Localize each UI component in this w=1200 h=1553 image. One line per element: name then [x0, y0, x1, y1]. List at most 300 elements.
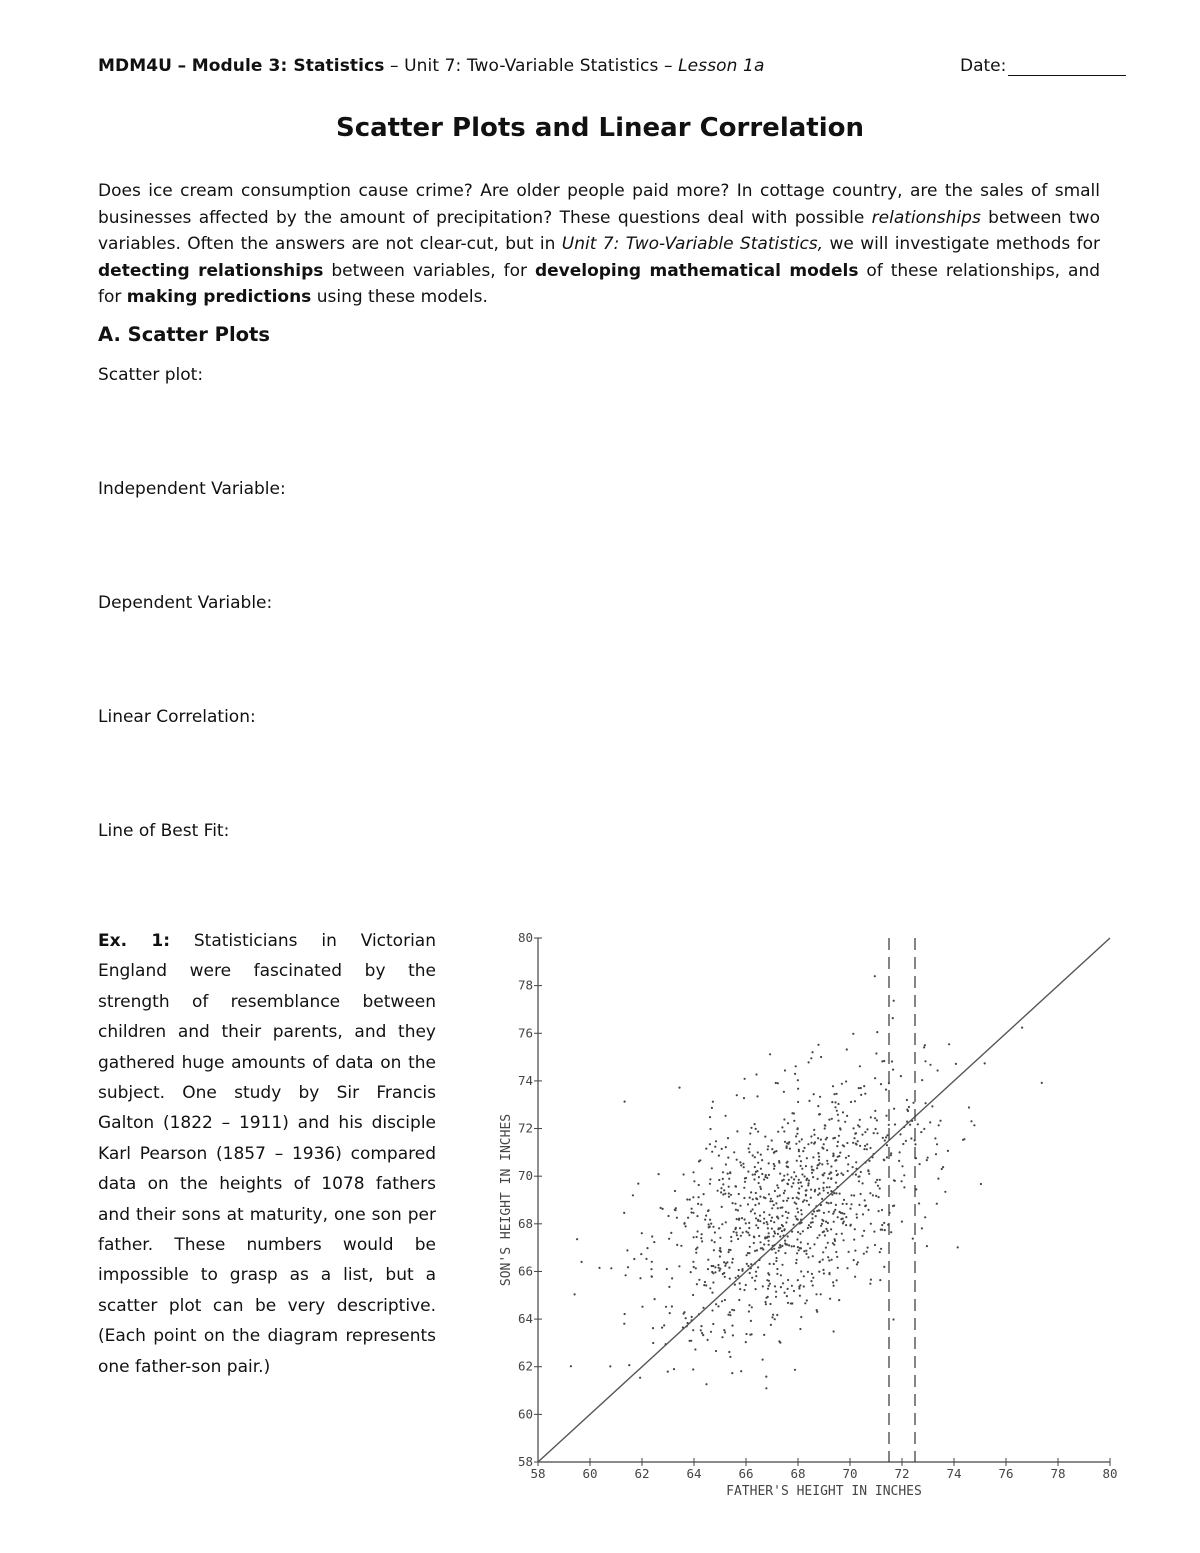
x-tick-label: 74 — [946, 1466, 962, 1481]
data-point — [714, 1271, 716, 1273]
data-point — [719, 1237, 721, 1239]
data-point — [773, 1221, 775, 1223]
data-point — [724, 1299, 726, 1301]
data-point — [744, 1078, 746, 1080]
data-point — [812, 1277, 814, 1279]
data-point — [864, 1205, 866, 1207]
data-point — [747, 1265, 749, 1267]
data-point — [868, 1160, 870, 1162]
data-point — [736, 1094, 738, 1096]
data-point — [733, 1231, 735, 1233]
data-point — [818, 1156, 820, 1158]
data-point — [805, 1179, 807, 1181]
data-point — [710, 1223, 712, 1225]
data-point — [808, 1224, 810, 1226]
data-point — [806, 1299, 808, 1301]
data-point — [828, 1173, 830, 1175]
data-point — [853, 1239, 855, 1241]
data-point — [799, 1328, 801, 1330]
data-point — [645, 1258, 647, 1260]
data-point — [826, 1160, 828, 1162]
data-point — [840, 1218, 842, 1220]
data-point — [824, 1127, 826, 1129]
data-point — [743, 1289, 745, 1291]
data-point — [719, 1247, 721, 1249]
data-point — [753, 1178, 755, 1180]
data-point — [824, 1124, 826, 1126]
data-point — [731, 1372, 733, 1374]
data-point — [819, 1113, 821, 1115]
data-point — [762, 1359, 764, 1361]
data-point — [755, 1128, 757, 1130]
data-point — [731, 1325, 733, 1327]
data-point — [743, 1187, 745, 1189]
data-point — [813, 1129, 815, 1131]
data-point — [764, 1237, 766, 1239]
data-point — [832, 1153, 834, 1155]
data-point — [786, 1295, 788, 1297]
data-point — [758, 1203, 760, 1205]
data-point — [784, 1242, 786, 1244]
data-point — [711, 1271, 713, 1273]
data-point — [754, 1173, 756, 1175]
data-point — [810, 1142, 812, 1144]
data-point — [935, 1153, 937, 1155]
data-point — [827, 1222, 829, 1224]
data-point — [709, 1219, 711, 1221]
data-point — [690, 1271, 692, 1273]
data-point — [704, 1281, 706, 1283]
data-point — [801, 1138, 803, 1140]
data-point — [754, 1123, 756, 1125]
x-tick-label: 78 — [1050, 1466, 1066, 1481]
data-point — [774, 1285, 776, 1287]
data-point — [641, 1232, 643, 1234]
data-point — [701, 1332, 703, 1334]
data-point — [722, 1273, 724, 1275]
data-point — [718, 1270, 720, 1272]
data-point — [709, 1178, 711, 1180]
data-point — [674, 1209, 676, 1211]
data-point — [749, 1334, 751, 1336]
data-point — [835, 1182, 837, 1184]
data-point — [845, 1216, 847, 1218]
data-point — [937, 1069, 939, 1071]
data-point — [737, 1238, 739, 1240]
data-point — [774, 1318, 776, 1320]
data-point — [807, 1143, 809, 1145]
data-point — [731, 1309, 733, 1311]
data-point — [715, 1350, 717, 1352]
data-point — [623, 1323, 625, 1325]
data-point — [736, 1218, 738, 1220]
data-point — [745, 1231, 747, 1233]
data-point — [910, 1137, 912, 1139]
x-tick-label: 68 — [790, 1466, 806, 1481]
data-point — [803, 1285, 805, 1287]
data-point — [723, 1189, 725, 1191]
data-point — [785, 1221, 787, 1223]
data-point — [771, 1228, 773, 1230]
data-point — [775, 1260, 777, 1262]
data-point — [778, 1250, 780, 1252]
data-point — [711, 1151, 713, 1153]
data-point — [797, 1079, 799, 1081]
data-point — [777, 1131, 779, 1133]
data-point — [712, 1226, 714, 1228]
data-point — [646, 1247, 648, 1249]
data-point — [795, 1135, 797, 1137]
data-point — [823, 1182, 825, 1184]
data-point — [714, 1146, 716, 1148]
intro-text: between two variables. Often the answers are not clear-cut, but in — [98, 207, 1101, 254]
data-point — [746, 1263, 748, 1265]
data-point — [718, 1179, 720, 1181]
data-point — [852, 1033, 854, 1035]
data-point — [725, 1221, 727, 1223]
data-point — [817, 1194, 819, 1196]
data-point — [807, 1256, 809, 1258]
data-point — [576, 1238, 578, 1240]
data-point — [722, 1183, 724, 1185]
data-point — [890, 1152, 892, 1154]
data-point — [798, 1198, 800, 1200]
data-point — [834, 1209, 836, 1211]
data-point — [793, 1178, 795, 1180]
data-point — [787, 1288, 789, 1290]
data-point — [734, 1228, 736, 1230]
data-point — [859, 1065, 861, 1067]
data-point — [837, 1141, 839, 1143]
data-point — [777, 1187, 779, 1189]
data-point — [695, 1267, 697, 1269]
data-point — [609, 1365, 611, 1367]
data-point — [676, 1244, 678, 1246]
data-point — [826, 1149, 828, 1151]
data-point — [923, 1128, 925, 1130]
y-tick-label: 62 — [517, 1358, 533, 1374]
data-point — [827, 1177, 829, 1179]
data-point — [796, 1133, 798, 1135]
date-field — [960, 56, 1126, 76]
data-point — [832, 1085, 834, 1087]
data-point — [762, 1285, 764, 1287]
data-point — [728, 1267, 730, 1269]
data-point — [837, 1267, 839, 1269]
data-point — [692, 1294, 694, 1296]
data-point — [781, 1126, 783, 1128]
data-point — [810, 1057, 812, 1059]
data-point — [754, 1280, 756, 1282]
data-point — [868, 1173, 870, 1175]
data-point — [724, 1193, 726, 1195]
data-point — [666, 1268, 668, 1270]
data-point — [785, 1211, 787, 1213]
data-point — [757, 1151, 759, 1153]
data-point — [756, 1095, 758, 1097]
data-point — [837, 1103, 839, 1105]
data-point — [845, 1080, 847, 1082]
data-point — [820, 1139, 822, 1141]
data-point — [721, 1148, 723, 1150]
data-point — [828, 1259, 830, 1261]
header-dash-2: – — [390, 56, 399, 76]
data-point — [787, 1173, 789, 1175]
data-point — [884, 1139, 886, 1141]
data-point — [685, 1225, 687, 1227]
data-point — [760, 1188, 762, 1190]
data-point — [783, 1175, 785, 1177]
data-point — [771, 1217, 773, 1219]
data-point — [860, 1171, 862, 1173]
data-point — [810, 1226, 812, 1228]
data-point — [759, 1196, 761, 1198]
data-point — [798, 1140, 800, 1142]
data-point — [718, 1227, 720, 1229]
data-point — [781, 1230, 783, 1232]
data-point — [768, 1162, 770, 1164]
data-point — [863, 1148, 865, 1150]
data-point — [808, 1179, 810, 1181]
data-point — [815, 1215, 817, 1217]
data-point — [757, 1227, 759, 1229]
data-point — [750, 1320, 752, 1322]
data-point — [823, 1143, 825, 1145]
data-point — [797, 1246, 799, 1248]
data-point — [791, 1186, 793, 1188]
data-point — [714, 1266, 716, 1268]
data-point — [752, 1208, 754, 1210]
data-point — [803, 1147, 805, 1149]
data-point — [822, 1269, 824, 1271]
data-point — [778, 1247, 780, 1249]
module-name: Module 3: Statistics — [191, 56, 385, 76]
data-point — [800, 1241, 802, 1243]
data-point — [748, 1234, 750, 1236]
data-point — [875, 1195, 877, 1197]
data-point — [852, 1142, 854, 1144]
data-point — [764, 1301, 766, 1303]
data-point — [796, 1160, 798, 1162]
data-point — [701, 1233, 703, 1235]
data-point — [845, 1157, 847, 1159]
data-point — [775, 1202, 777, 1204]
header-dash: – — [177, 56, 187, 76]
term-line-of-best-fit: Line of Best Fit: — [98, 821, 230, 841]
data-point — [784, 1141, 786, 1143]
data-point — [745, 1284, 747, 1286]
data-point — [713, 1249, 715, 1251]
data-point — [796, 1197, 798, 1199]
data-point — [711, 1309, 713, 1311]
data-point — [848, 1155, 850, 1157]
data-point — [846, 1203, 848, 1205]
data-point — [856, 1263, 858, 1265]
data-point — [784, 1190, 786, 1192]
data-point — [794, 1073, 796, 1075]
intro-bold-models: developing mathematical models — [534, 260, 859, 281]
data-point — [786, 1217, 788, 1219]
data-point — [830, 1177, 832, 1179]
data-point — [842, 1203, 844, 1205]
data-point — [799, 1295, 801, 1297]
data-point — [714, 1241, 716, 1243]
data-point — [748, 1310, 750, 1312]
data-point — [728, 1196, 730, 1198]
intro-paragraph — [98, 178, 1100, 311]
data-point — [898, 1160, 900, 1162]
data-point — [767, 1272, 769, 1274]
data-point — [821, 1223, 823, 1225]
data-point — [673, 1368, 675, 1370]
data-point — [757, 1266, 759, 1268]
data-point — [724, 1276, 726, 1278]
data-point — [843, 1199, 845, 1201]
data-point — [715, 1303, 717, 1305]
data-point — [724, 1265, 726, 1267]
data-point — [836, 1174, 838, 1176]
data-point — [818, 1234, 820, 1236]
data-point — [757, 1131, 759, 1133]
data-point — [980, 1183, 982, 1185]
data-point — [827, 1256, 829, 1258]
data-point — [773, 1163, 775, 1165]
data-point — [777, 1233, 779, 1235]
data-point — [803, 1275, 805, 1277]
data-point — [739, 1227, 741, 1229]
data-point — [765, 1303, 767, 1305]
data-point — [833, 1093, 835, 1095]
data-point — [790, 1176, 792, 1178]
data-point — [696, 1236, 698, 1238]
data-point — [836, 1279, 838, 1281]
data-point — [880, 1083, 882, 1085]
y-tick-label: 58 — [517, 1454, 533, 1469]
data-point — [872, 1194, 874, 1196]
data-point — [729, 1311, 731, 1313]
data-point — [717, 1190, 719, 1192]
data-point — [610, 1267, 612, 1269]
data-point — [639, 1277, 641, 1279]
data-point — [730, 1240, 732, 1242]
data-point — [879, 1251, 881, 1253]
data-point — [901, 1180, 903, 1182]
data-point — [786, 1165, 788, 1167]
data-point — [769, 1053, 771, 1055]
data-point — [768, 1285, 770, 1287]
data-point — [886, 1156, 888, 1158]
data-point — [835, 1170, 837, 1172]
data-point — [747, 1203, 749, 1205]
data-point — [821, 1198, 823, 1200]
data-point — [925, 1102, 927, 1104]
data-point — [861, 1235, 863, 1237]
data-point — [773, 1235, 775, 1237]
data-point — [727, 1157, 729, 1159]
data-point — [850, 1101, 852, 1103]
data-point — [908, 1106, 910, 1108]
data-point — [827, 1192, 829, 1194]
data-point — [748, 1151, 750, 1153]
data-point — [810, 1135, 812, 1137]
data-point — [685, 1317, 687, 1319]
data-point — [683, 1223, 685, 1225]
data-point — [692, 1368, 694, 1370]
data-point — [859, 1145, 861, 1147]
data-point — [852, 1166, 854, 1168]
data-point — [808, 1182, 810, 1184]
data-point — [754, 1204, 756, 1206]
data-point — [793, 1224, 795, 1226]
data-point — [874, 975, 876, 977]
data-point — [755, 1275, 757, 1277]
data-point — [893, 1179, 895, 1181]
section-heading-scatter-plots: A. Scatter Plots — [98, 323, 270, 346]
data-point — [802, 1230, 804, 1232]
data-point — [793, 1245, 795, 1247]
data-point — [788, 1244, 790, 1246]
data-point — [892, 1318, 894, 1320]
data-point — [822, 1251, 824, 1253]
data-point — [730, 1236, 732, 1238]
data-point — [787, 1279, 789, 1281]
data-point — [748, 1222, 750, 1224]
data-point — [801, 1168, 803, 1170]
data-point — [818, 1188, 820, 1190]
data-point — [855, 1161, 857, 1163]
data-point — [779, 1342, 781, 1344]
data-point — [763, 1222, 765, 1224]
data-point — [836, 1145, 838, 1147]
data-point — [826, 1202, 828, 1204]
data-point — [920, 1131, 922, 1133]
data-point — [793, 1290, 795, 1292]
data-point — [770, 1198, 772, 1200]
data-point — [787, 1212, 789, 1214]
data-point — [711, 1167, 713, 1169]
data-point — [784, 1292, 786, 1294]
data-point — [883, 1222, 885, 1224]
data-point — [763, 1334, 765, 1336]
data-point — [705, 1148, 707, 1150]
data-point — [732, 1202, 734, 1204]
data-point — [828, 1186, 830, 1188]
data-point — [860, 1087, 862, 1089]
data-point — [841, 1233, 843, 1235]
data-point — [752, 1198, 754, 1200]
data-point — [938, 1124, 940, 1126]
data-point — [831, 1118, 833, 1120]
data-point — [675, 1207, 677, 1209]
data-point — [693, 1266, 695, 1268]
data-point — [879, 1279, 881, 1281]
data-point — [870, 1116, 872, 1118]
data-point — [721, 1206, 723, 1208]
data-point — [795, 1065, 797, 1067]
data-point — [866, 1148, 868, 1150]
data-point — [756, 1170, 758, 1172]
data-point — [660, 1207, 662, 1209]
data-point — [817, 1164, 819, 1166]
data-point — [906, 1099, 908, 1101]
y-tick-label: 74 — [517, 1072, 533, 1088]
data-point — [874, 1110, 876, 1112]
data-point — [752, 1154, 754, 1156]
data-point — [845, 1224, 847, 1226]
data-point — [973, 1124, 975, 1126]
data-point — [786, 1161, 788, 1163]
data-point — [786, 1244, 788, 1246]
